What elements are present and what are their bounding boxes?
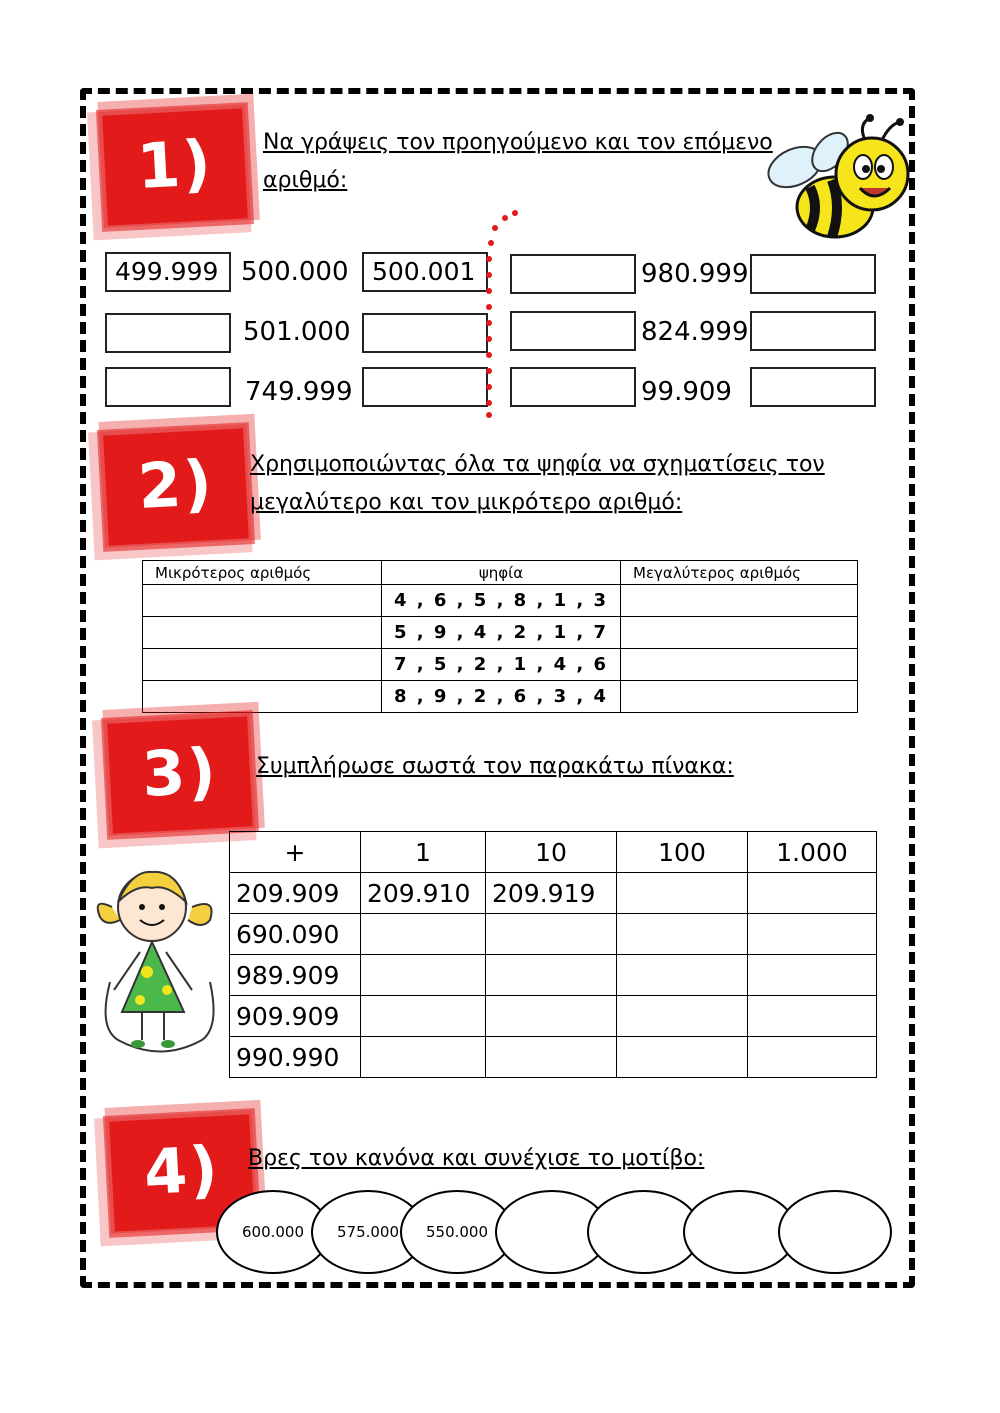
smallest-cell[interactable]: [143, 585, 382, 617]
given-number-row1-left: 500.000: [241, 257, 349, 287]
answer-cell[interactable]: [617, 914, 748, 955]
answer-cell[interactable]: [361, 955, 486, 996]
smallest-cell[interactable]: [143, 649, 382, 681]
digits-cell: 8 , 9 , 2 , 6 , 3 , 4: [382, 681, 621, 713]
bee-illustration: [760, 112, 925, 252]
table-row: [143, 617, 858, 649]
base-number-cell: 209.909: [230, 873, 361, 914]
header-smallest: Μικρότερος αριθμός: [143, 561, 382, 585]
table-row: [230, 873, 877, 914]
base-number-cell: 989.909: [230, 955, 361, 996]
answer-cell[interactable]: 209.910: [361, 873, 486, 914]
answer-cell[interactable]: [617, 955, 748, 996]
header-add-1000: 1.000: [748, 832, 877, 873]
table-row: [143, 649, 858, 681]
header-digits: ψηφία: [382, 561, 621, 585]
pattern-oval-2: 575.000: [311, 1190, 425, 1274]
smallest-cell[interactable]: [143, 617, 382, 649]
table-header-row: [143, 561, 858, 585]
answer-cell[interactable]: 209.919: [486, 873, 617, 914]
section-3-instruction: Συμπλήρωσε σωστά τον παρακάτω πίνακα:: [256, 754, 734, 779]
table-row: [230, 914, 877, 955]
prev-input-row1-left[interactable]: 499.999: [105, 252, 231, 292]
prev-input-row1-right[interactable]: [510, 254, 636, 294]
given-number-row3-right: 99.909: [641, 377, 732, 407]
pattern-oval-1: 600.000: [216, 1190, 330, 1274]
given-number-row1-right: 980.999: [641, 259, 749, 289]
header-add-1: 1: [361, 832, 486, 873]
next-input-row2-right[interactable]: [750, 311, 876, 351]
digits-table: [142, 560, 858, 713]
largest-cell[interactable]: [621, 649, 858, 681]
section-4-instruction: Βρες τον κανόνα και συνέχισε το μοτίβο:: [248, 1146, 705, 1171]
answer-cell[interactable]: [748, 996, 877, 1037]
answer-cell[interactable]: [617, 1037, 748, 1078]
given-number-row2-right: 824.999: [641, 317, 749, 347]
pattern-oval-7[interactable]: [778, 1190, 892, 1274]
answer-cell[interactable]: [486, 996, 617, 1037]
base-number-cell: 909.909: [230, 996, 361, 1037]
answer-cell[interactable]: [361, 996, 486, 1037]
given-number-row2-left: 501.000: [243, 317, 351, 347]
section-2-badge: 2): [103, 428, 249, 545]
table-row: [230, 1037, 877, 1078]
answer-cell[interactable]: [617, 996, 748, 1037]
answer-cell[interactable]: [748, 955, 877, 996]
header-plus: +: [230, 832, 361, 873]
next-input-row3-left[interactable]: [362, 367, 488, 407]
largest-cell[interactable]: [621, 585, 858, 617]
table-row: [143, 681, 858, 713]
answer-cell[interactable]: [748, 873, 877, 914]
base-number-cell: 990.990: [230, 1037, 361, 1078]
section-1-instruction: Να γράψεις τον προηγούμενο και τον επόμενο αριθμό:: [263, 130, 773, 193]
girl-jumping-rope-illustration: [92, 862, 227, 1072]
answer-cell[interactable]: [486, 914, 617, 955]
prev-input-row2-left[interactable]: [105, 313, 231, 353]
table-row: [230, 955, 877, 996]
answer-cell[interactable]: [617, 873, 748, 914]
next-input-row2-left[interactable]: [362, 313, 488, 353]
prev-input-row2-right[interactable]: [510, 311, 636, 351]
digits-cell: 5 , 9 , 4 , 2 , 1 , 7: [382, 617, 621, 649]
next-input-row3-right[interactable]: [750, 367, 876, 407]
header-add-10: 10: [486, 832, 617, 873]
section-2-instruction: Χρησιμοποιώντας όλα τα ψηφία να σχηματίσεις τον μεγαλύτερο και τον μικρότερο αριθμό:: [250, 452, 825, 515]
answer-cell[interactable]: [748, 1037, 877, 1078]
header-largest: Μεγαλύτερος αριθμός: [621, 561, 858, 585]
next-input-row1-left[interactable]: 500.001: [362, 252, 488, 292]
largest-cell[interactable]: [621, 617, 858, 649]
section-4-badge: 4): [109, 1114, 255, 1231]
answer-cell[interactable]: [361, 914, 486, 955]
header-add-100: 100: [617, 832, 748, 873]
answer-cell[interactable]: [486, 1037, 617, 1078]
addition-table: [229, 831, 877, 1078]
digits-cell: 4 , 6 , 5 , 8 , 1 , 3: [382, 585, 621, 617]
answer-cell[interactable]: [486, 955, 617, 996]
smallest-cell[interactable]: [143, 681, 382, 713]
table-row: [143, 585, 858, 617]
base-number-cell: 690.090: [230, 914, 361, 955]
given-number-row3-left: 749.999: [245, 377, 353, 407]
table-header-row: [230, 832, 877, 873]
largest-cell[interactable]: [621, 681, 858, 713]
answer-cell[interactable]: [361, 1037, 486, 1078]
prev-input-row3-right[interactable]: [510, 367, 636, 407]
table-row: [230, 996, 877, 1037]
section-1-badge: 1): [102, 108, 248, 225]
digits-cell: 7 , 5 , 2 , 1 , 4 , 6: [382, 649, 621, 681]
prev-input-row3-left[interactable]: [105, 367, 231, 407]
answer-cell[interactable]: [748, 914, 877, 955]
section-3-badge: 3): [107, 716, 253, 833]
next-input-row1-right[interactable]: [750, 254, 876, 294]
pattern-oval-3: 550.000: [400, 1190, 514, 1274]
